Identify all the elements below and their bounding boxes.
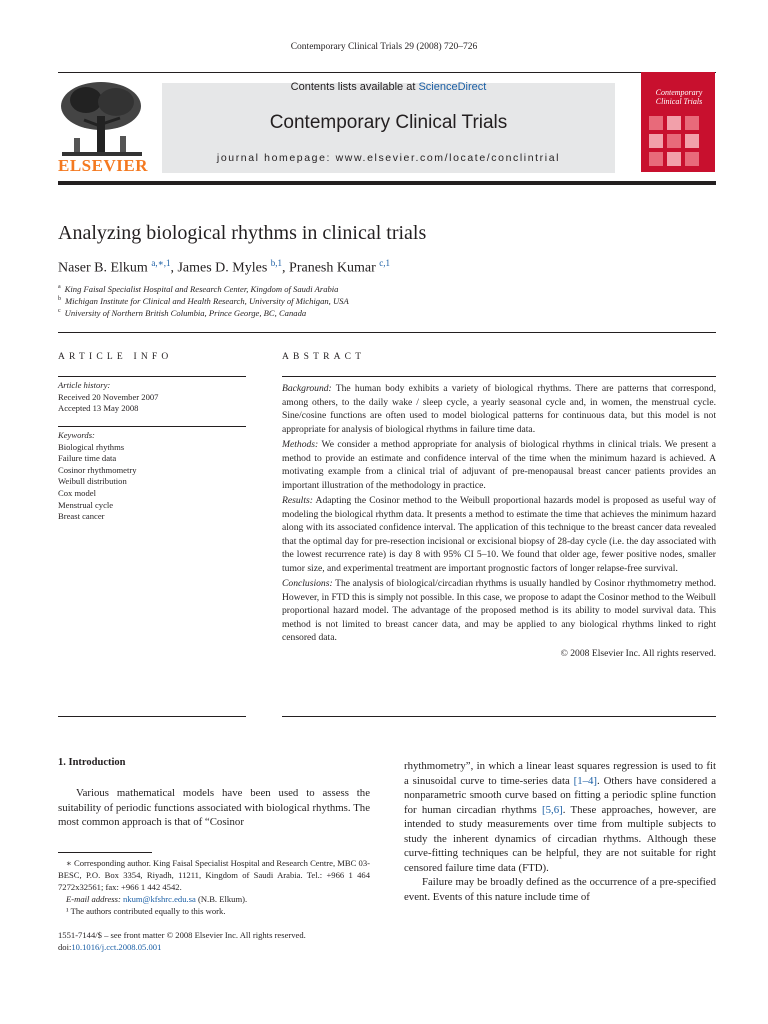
- journal-cover: [641, 72, 715, 172]
- abstract-section-label: Methods:: [282, 439, 319, 450]
- keywords-block: [58, 430, 137, 523]
- intro-paragraph: Failure may be broadly defined as the occurrence of a pre-specified event. Events of this nature include time of: [404, 876, 716, 903]
- contents-line: [162, 81, 615, 93]
- keyword: Breast cancer: [58, 511, 105, 522]
- author-affiliation-mark[interactable]: b,1: [270, 258, 283, 268]
- abstract-section-label: Conclusions:: [282, 578, 333, 589]
- citation-link[interactable]: [5,6]: [542, 803, 563, 816]
- keywords-label: Keywords:: [58, 430, 95, 440]
- article-info-heading: ARTICLE INFO: [58, 352, 173, 362]
- affiliation-text: Michigan Institute for Clinical and Health Research, University of Michigan, USA: [65, 296, 349, 306]
- affiliation: [58, 308, 306, 318]
- abstract-paragraph: [282, 438, 716, 492]
- intro-paragraph: Various mathematical models have been used to assess the suitability of periodic functions associated with biological rhythms. The most common approach is that of “Cosinor: [58, 787, 370, 828]
- keyword: Cosinor rhythmometry: [58, 464, 137, 475]
- doi-link[interactable]: 10.1016/j.cct.2008.05.001: [71, 942, 162, 952]
- author-name: Pranesh Kumar: [289, 260, 376, 276]
- author-separator: ,: [170, 260, 178, 276]
- author-separator: ,: [282, 260, 290, 276]
- issn-line: 1551-7144/$ – see front matter © 2008 Elsevier Inc. All rights reserved.: [58, 930, 306, 940]
- footnotes: [58, 857, 370, 917]
- abstract-section-text: The human body exhibits a variety of biological rhythms. There are patterns that correspond, among others, to the daily wake / sleep cycle, a yearly seasonal cycle and, in women, the menstrual cycle. Sine/cosine functions are often used to model biological patterns for continuous data, but this model is not appropriate for analysis of biological rhythms in failure time data.: [282, 383, 716, 435]
- abstract-bottom-rule: [282, 716, 716, 717]
- elsevier-tree-logo: [56, 80, 146, 160]
- elsevier-wordmark: ELSEVIER: [58, 156, 148, 175]
- affiliation: [58, 296, 349, 306]
- affiliation-mark: a: [58, 284, 61, 291]
- keyword: Cox model: [58, 487, 96, 498]
- received-date: Received 20 November 2007: [58, 391, 159, 402]
- affiliation-text: King Faisal Specialist Hospital and Research Center, Kingdom of Saudi Arabia: [64, 284, 339, 294]
- author-affiliation-mark[interactable]: a,∗,1: [151, 258, 171, 268]
- abstract-section-text: The analysis of biological/circadian rhythms is usually handled by Cosinor rhythmometry method. However, in FTD this is simply not possible. In this case, we propose to adapt the Cosinor method to the Weibull proportional hazard model. The advantage of the proposed method is its ability to model survival data. This method is not limited to breast cancer data, and may be applied to any biological rhythms linked to right censored data.: [282, 578, 716, 643]
- email-label: E-mail address:: [66, 894, 121, 904]
- abstract-heading: ABSTRACT: [282, 352, 366, 362]
- intro-text: . These approaches, however, are intended to study measurements over time from multiple subjects to study the inherent dynamics of circadian rhythms. Although these curve-fitting techniques can be helpful, they are not suitable for right censored failure time data (FTD).: [404, 803, 716, 874]
- journal-homepage[interactable]: journal homepage: www.elsevier.com/locate/conclintrial: [216, 152, 561, 164]
- intro-paragraph: [404, 759, 716, 875]
- sciencedirect-link[interactable]: ScienceDirect: [418, 81, 487, 93]
- keyword: Weibull distribution: [58, 476, 127, 487]
- intro-column-left: [58, 786, 370, 830]
- affiliation: [58, 284, 338, 294]
- header-bottom-rule: [58, 332, 716, 333]
- doi-label: doi:: [58, 942, 72, 952]
- affiliation-text: University of Northern British Columbia, Prince George, BC, Canada: [64, 308, 307, 318]
- keywords-rule: [58, 426, 246, 427]
- abstract-section-label: Results:: [282, 495, 313, 506]
- abstract-paragraph: [282, 382, 716, 436]
- running-head: Contemporary Clinical Trials 29 (2008) 720–726: [290, 42, 478, 52]
- accepted-date: Accepted 13 May 2008: [58, 403, 139, 414]
- contents-prefix: Contents lists available at: [290, 81, 419, 93]
- keyword: Biological rhythms: [58, 441, 125, 452]
- equal-contribution-note: ¹ The authors contributed equally to this work.: [66, 906, 226, 916]
- abstract-copyright: © 2008 Elsevier Inc. All rights reserved.: [560, 647, 716, 659]
- cover-title: Contemporary Clinical Trials: [655, 88, 703, 106]
- article-history: [58, 380, 158, 415]
- keyword: Failure time data: [58, 453, 117, 464]
- abstract-body: [282, 382, 716, 660]
- article-title: Analyzing biological rhythms in clinical trials: [58, 222, 427, 244]
- article-info-rule: [58, 376, 246, 377]
- intro-text: rhythmometry”, in which a linear least squares regression is used to fit a sinusoidal curve to time-series data: [404, 760, 716, 787]
- author-affiliation-mark[interactable]: c,1: [379, 258, 390, 268]
- abstract-section-label: Background:: [282, 383, 332, 394]
- doi-line: [58, 941, 306, 953]
- intro-column-right: [404, 759, 716, 904]
- abstract-paragraph: [282, 494, 716, 575]
- email-suffix: (N.B. Elkum).: [195, 894, 248, 904]
- affiliation-mark: b: [58, 296, 61, 303]
- author-name: Naser B. Elkum: [58, 260, 148, 276]
- top-rule: [58, 72, 716, 73]
- abstract-section-text: Adapting the Cosinor method to the Weibull proportional hazards model is proposed as useful way of modeling the biological rhythm data. It presents a method to estimate the time that achieves the minimum hazard along with its associated confidence interval. The application of this technique to the breast cancer data revealed that the optimal day for pre-resection incisional or excisional biopsy of 28-day cycle (i.e. the day associated with the lowest recurrence rate) is day 8 with 95% CI 5–10. We found that older age, fewer positive nodes, smaller tumor size, and experimental treatment are important prognostic factors of longer relapse-free survival.: [282, 495, 716, 574]
- affiliation-mark: c: [58, 308, 61, 315]
- author-name: James D. Myles: [177, 260, 268, 276]
- abstract-paragraph: [282, 577, 716, 645]
- footnote-rule: [58, 852, 152, 853]
- abstract-rule: [282, 376, 716, 377]
- keyword: Menstrual cycle: [58, 499, 114, 510]
- bottom-info: [58, 929, 306, 953]
- history-label: Article history:: [58, 380, 111, 390]
- intro-text: . Others have considered a nonparametric smooth curve based on fitting a periodic spline function for human circadian rhythms: [404, 774, 716, 816]
- email-note: [58, 893, 370, 905]
- section-heading-introduction: 1. Introduction: [58, 757, 126, 768]
- corresponding-author-note: ∗ Corresponding author. King Faisal Specialist Hospital and Research Centre, MBC 03-BESC, P.O. Box 3354, Riyadh, 11211, Kingdom of Saudi Arabia. Tel.: +966 1 464 7272x32561; fax: +966 1 442 4542.: [58, 858, 370, 892]
- citation-link[interactable]: [1–4]: [573, 774, 598, 787]
- abstract-section-text: We consider a method appropriate for analysis of biological rhythms in clinical trials. We present a method to provide an estimate and confidence interval of the time when the minimum hazard is achieved. A motivating example from a clinical trial of adjuvant of pre-menopausal breast cancer patients provides an important illustration of the methodology in practice.: [282, 439, 716, 491]
- masthead-thick-rule: [58, 181, 716, 185]
- article-info-bottom-rule: [58, 716, 246, 717]
- email-link[interactable]: nkum@kfshrc.edu.sa: [122, 894, 196, 904]
- author-list: [58, 258, 390, 277]
- journal-name: Contemporary Clinical Trials: [269, 112, 508, 133]
